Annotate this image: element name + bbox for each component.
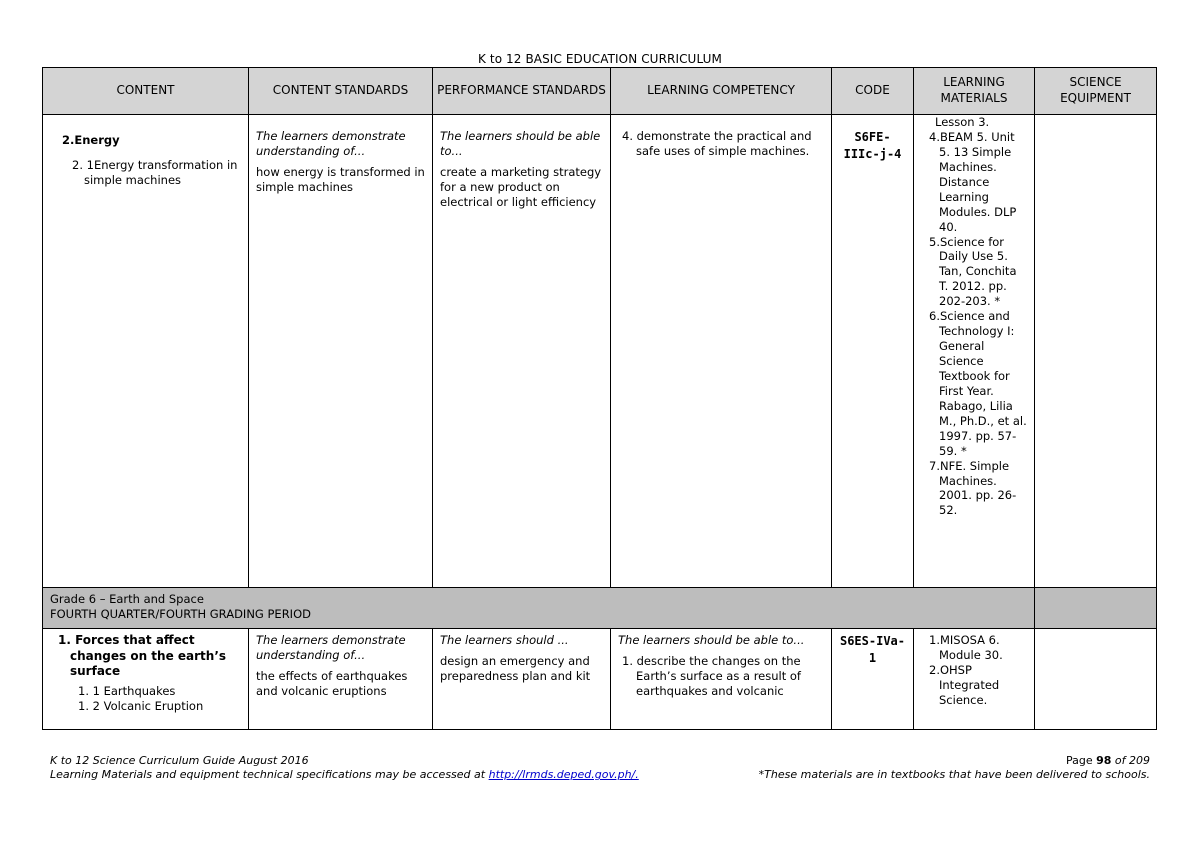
page-number (759, 754, 1150, 768)
materials-item: 7.NFE. Simple Machines. 2001. pp. 26-52. (929, 458, 1017, 518)
materials-item: 4.BEAM 5. Unit 5. 13 Simple Machines. Distance Learning Modules. DLP 40. (929, 129, 1017, 234)
content-cell (43, 115, 249, 588)
science-equipment-cell (1035, 115, 1157, 588)
ps-text: create a marketing strategy for a new product on electrical or light efficiency (440, 164, 602, 209)
content-title: 2.Energy (62, 133, 120, 147)
competency-text: 4. demonstrate the practical and safe uses of simple machines. (622, 129, 812, 158)
page-prefix: Page (1065, 754, 1097, 767)
code-cell (832, 629, 914, 730)
header-learning-competency: LEARNING COMPETENCY (611, 68, 832, 115)
cs-text: how energy is transformed in simple machines (256, 164, 425, 194)
header-learning-materials: LEARNING MATERIALS (914, 68, 1035, 115)
code-text: S6FE-IIIc-j-4 (843, 130, 902, 161)
footer-access-text: Learning Materials and equipment technical specifications may be accessed at (50, 768, 489, 782)
code-text: S6ES-IVa-1 (839, 634, 906, 665)
content-title: 1. Forces that affect changes on the earth’s surface (58, 633, 227, 679)
lrmds-link[interactable]: http://lrmds.deped.gov.ph/. (488, 768, 639, 782)
materials-lead: Lesson 3. (935, 115, 990, 129)
materials-item: 5.Science for Daily Use 5. Tan, Conchita T. 2012. pp. 202-203. * (929, 234, 1017, 309)
grade-section-row (43, 588, 1157, 629)
quarter-title: FOURTH QUARTER/FOURTH GRADING PERIOD (50, 606, 311, 621)
header-science-equipment: SCIENCE EQUIPMENT (1035, 68, 1157, 115)
materials-item: 1.MISOSA 6. Module 30. (929, 633, 1003, 662)
grade-title: Grade 6 – Earth and Space (50, 592, 204, 606)
content-subtopic: 1. 1 Earthquakes (78, 683, 176, 698)
header-content: CONTENT (43, 68, 249, 115)
table-row (43, 115, 1157, 588)
table-row (43, 629, 1157, 730)
learning-materials-cell (914, 115, 1035, 588)
materials-item: 6.Science and Technology I: General Science Textbook for First Year. Rabago, Lilia M., Ph.D., et al. 1997. pp. 57-59. * (929, 309, 1027, 458)
grade-section-cell (43, 588, 1035, 629)
content-standards-cell (249, 629, 433, 730)
learning-materials-cell (914, 629, 1035, 730)
performance-standards-cell (433, 629, 611, 730)
performance-standards-cell (433, 115, 611, 588)
page-current: 98 (1096, 754, 1112, 767)
cs-intro: The learners demonstrate understanding of... (256, 633, 406, 662)
competency-text: 1. describe the changes on the Earth’s surface as a result of earthquakes and volcanic (622, 653, 801, 698)
code-cell (832, 115, 914, 588)
footer-guide: K to 12 Science Curriculum Guide August 2016 (50, 754, 309, 767)
grade-section-equipment-cell (1035, 588, 1157, 629)
content-subtopic: 1. 2 Volcanic Eruption (78, 698, 204, 713)
table-header-row (43, 68, 1157, 115)
footer-left (50, 754, 639, 783)
footer-right (759, 754, 1150, 783)
curriculum-table (42, 67, 1157, 730)
ps-intro: The learners should ... (440, 633, 569, 647)
footer-note: *These materials are in textbooks that have been delivered to schools. (758, 768, 1150, 782)
materials-item: 2.OHSP Integrated Science. (929, 662, 1000, 707)
header-performance-standards: PERFORMANCE STANDARDS (433, 68, 611, 115)
cs-intro: The learners demonstrate understanding of... (256, 129, 406, 158)
document-title: K to 12 BASIC EDUCATION CURRICULUM (478, 52, 722, 66)
learning-competency-cell (611, 629, 832, 730)
content-standards-cell (249, 115, 433, 588)
lc-intro: The learners should be able to... (618, 633, 805, 647)
content-cell (43, 629, 249, 730)
header-code: CODE (832, 68, 914, 115)
ps-intro: The learners should be able to... (440, 129, 601, 158)
content-subtopic: 2. 1Energy transformation in simple machines (72, 157, 238, 187)
science-equipment-cell (1035, 629, 1157, 730)
learning-competency-cell (611, 115, 832, 588)
footer-access (50, 768, 639, 782)
cs-text: the effects of earthquakes and volcanic eruptions (256, 668, 408, 698)
ps-text: design an emergency and preparedness plan and kit (440, 653, 591, 683)
header-content-standards: CONTENT STANDARDS (249, 68, 433, 115)
page-total: of 209 (1111, 754, 1150, 767)
